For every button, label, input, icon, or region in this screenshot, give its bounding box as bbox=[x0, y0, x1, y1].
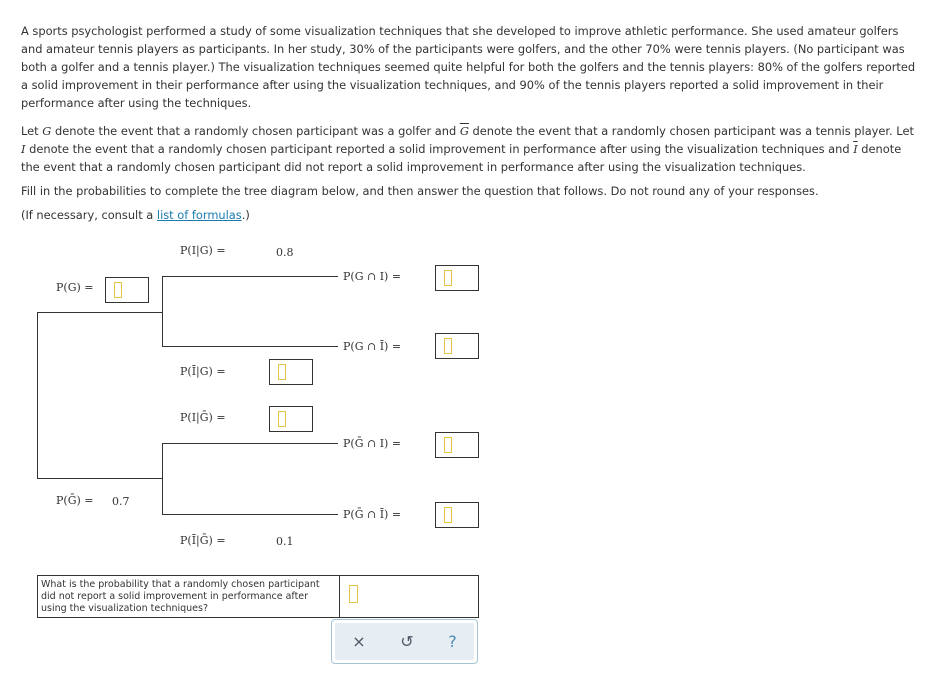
event-g: G bbox=[42, 124, 52, 138]
input-cursor bbox=[444, 437, 452, 453]
tree-gbar-vertical bbox=[162, 443, 163, 515]
label-p-i-given-g: P(I|G) = bbox=[180, 244, 226, 257]
tree-trunk bbox=[37, 312, 38, 479]
label-p-g: P(G) = bbox=[56, 281, 94, 294]
input-p-g-and-i[interactable] bbox=[435, 265, 479, 291]
consult-line: (If necessary, consult a list of formulas.) bbox=[21, 208, 250, 222]
input-p-ibar-given-g[interactable] bbox=[269, 359, 313, 385]
help-icon[interactable]: ? bbox=[448, 632, 457, 651]
value-p-i-given-g: 0.8 bbox=[276, 246, 294, 259]
question-divider bbox=[339, 576, 340, 617]
input-cursor bbox=[444, 338, 452, 354]
label-p-ibar-given-g: P(Ī|G) = bbox=[180, 365, 226, 378]
tree-g-i bbox=[162, 276, 338, 277]
tree-g-vertical bbox=[162, 276, 163, 347]
label-p-gbar-and-i: P(Ḡ ∩ I) = bbox=[343, 437, 402, 450]
undo-icon[interactable]: ↺ bbox=[400, 632, 414, 651]
input-cursor bbox=[278, 364, 286, 380]
problem-intro: A sports psychologist performed a study of some visualization techniques that she developed to improve athletic performance. She used amateur golfers and amateur tennis players as participants. In her study, 30% of the participants were golfers, and the other 70% were tennis players. (No participant was both a golfer and a tennis player.) The visualization techniques seemed quite helpful for both the golfers and the tennis players: 80% of the golfers reported a solid improvement in their performance after using the visualization techniques, and 90% of the tennis players reported a solid improvement in their performance after using the techniques. bbox=[21, 24, 916, 110]
value-p-gbar: 0.7 bbox=[112, 495, 130, 508]
input-cursor bbox=[278, 411, 286, 427]
event-g-bar: $\overline{G}$ bbox=[459, 124, 469, 138]
input-p-gbar-and-ibar[interactable] bbox=[435, 502, 479, 528]
value-p-ibar-given-gbar: 0.1 bbox=[276, 535, 294, 548]
question-box bbox=[37, 575, 479, 618]
label-p-gbar-and-ibar: P(Ḡ ∩ Ī) = bbox=[343, 508, 402, 521]
tree-gbar-i bbox=[162, 443, 338, 444]
label-p-gbar: P(Ḡ) = bbox=[56, 494, 94, 507]
input-cursor bbox=[444, 270, 452, 286]
input-cursor bbox=[114, 282, 122, 298]
problem-definitions: Let G denote the event that a randomly chosen participant was a golfer and $\overline{G}$ denote the event that a randomly chosen participant was a tennis player. Let I denote the event that a randomly chosen participant reported a solid improvement in performance after using the visualization techniques and $\overline{I}$ denote the event that a randomly chosen participant did not report a solid improvement in performance after using the visualization techniques. bbox=[21, 124, 914, 174]
label-p-g-and-ibar: P(G ∩ Ī) = bbox=[343, 340, 402, 353]
event-i: I bbox=[21, 142, 26, 156]
tree-gbar-ibar bbox=[162, 514, 338, 515]
clear-icon[interactable]: × bbox=[352, 632, 366, 651]
answer-input[interactable] bbox=[349, 585, 358, 603]
formulas-link[interactable]: list of formulas bbox=[156, 208, 242, 222]
input-p-g[interactable] bbox=[105, 277, 149, 303]
problem-instruction: Fill in the probabilities to complete the tree diagram below, and then answer the question that follows. Do not round any of your responses. bbox=[21, 184, 819, 198]
question-text: What is the probability that a randomly chosen participant did not report a solid improvement in performance after using the visualization techniques? bbox=[41, 579, 320, 614]
input-cursor bbox=[444, 507, 452, 523]
input-p-i-given-gbar[interactable] bbox=[269, 406, 313, 432]
tree-g-ibar bbox=[162, 346, 338, 347]
action-bar bbox=[331, 619, 478, 664]
tree-branch-gbar bbox=[37, 478, 163, 479]
input-p-g-and-ibar[interactable] bbox=[435, 333, 479, 359]
tree-branch-g bbox=[37, 312, 163, 313]
label-p-g-and-i: P(G ∩ I) = bbox=[343, 270, 402, 283]
input-p-gbar-and-i[interactable] bbox=[435, 432, 479, 458]
label-p-i-given-gbar: P(I|Ḡ) = bbox=[180, 411, 226, 424]
label-p-ibar-given-gbar: P(Ī|Ḡ) = bbox=[180, 534, 226, 547]
event-i-bar: $\overline{I}$ bbox=[853, 142, 858, 156]
